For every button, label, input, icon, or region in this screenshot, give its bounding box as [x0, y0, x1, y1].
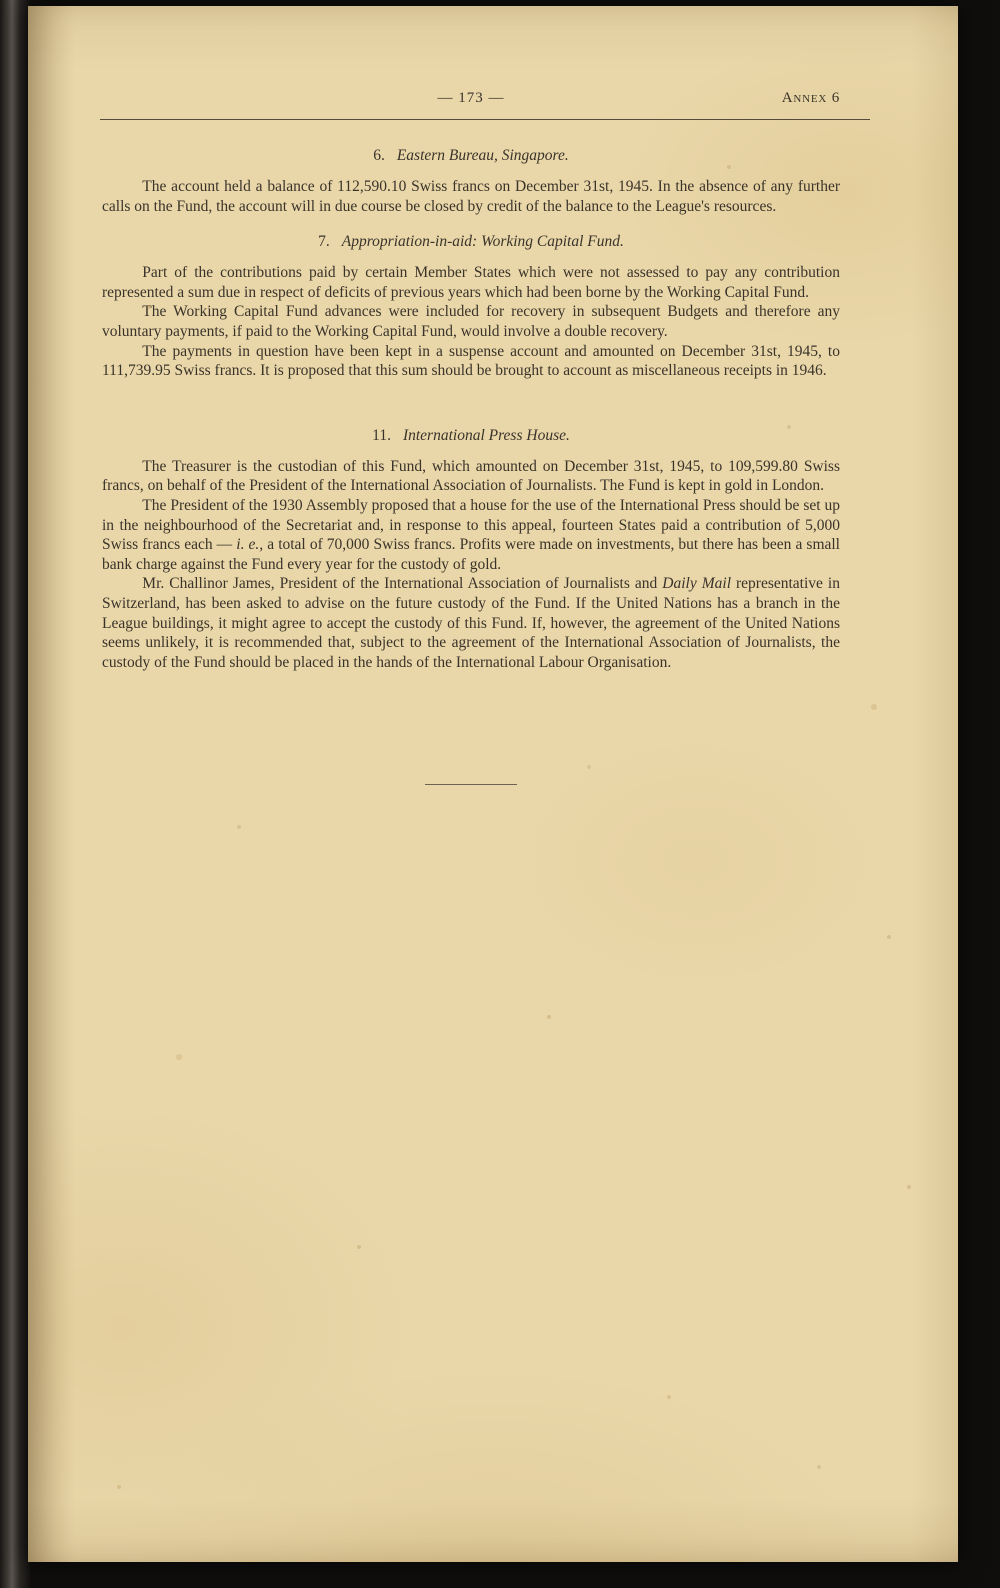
section-eastern-bureau [102, 147, 840, 216]
paragraph-segment: The President of the 1930 Assembly proposed that a house for the use of the International Press should be set up in the neighbourhood of the Secretariat and, in response to this appeal, fourteen States paid a contribution of 5,000 Swiss francs each — [102, 496, 840, 554]
section-heading [102, 147, 840, 165]
page-header [102, 90, 840, 110]
document-page [28, 6, 958, 1562]
section-number: 11. [372, 426, 391, 444]
paragraph [102, 574, 840, 672]
header-rule [100, 119, 870, 120]
section-title: International Press House. [402, 426, 570, 444]
paragraph-segment-italic: Daily Mail [662, 575, 731, 593]
page-number: — 173 — [437, 90, 505, 106]
paragraph: Part of the contributions paid by certain Member States which were not assessed to pay any contribution represented a sum due in respect of deficits of previous years which had been borne by the Working Capital Fund. [102, 264, 840, 301]
paragraph-segment: Mr. Challinor James, President of the International Association of Journalists and [142, 575, 663, 593]
section-title: Eastern Bureau, Singapore. [396, 147, 569, 164]
paragraph: The Working Capital Fund advances were included for recovery in subsequent Budgets and therefore any voluntary payments, if paid to the Working Capital Fund, would involve a double recovery. [102, 303, 840, 340]
section-end-rule [425, 784, 517, 785]
paragraph: The Treasurer is the custodian of this Fund, which amounted on December 31st, 1945, to 109,599.80 Swiss francs, on behalf of the President of the International Association of Journalists. The Fund is kept in gold in London. [102, 457, 840, 495]
paragraph-segment: a total of 70,000 Swiss francs. Profits were made on investments, but there has been a small bank charge against the Fund every year for the custody of gold. [102, 536, 840, 573]
paragraph: The account held a balance of 112,590.10 Swiss francs on December 31st, 1945. In the absence of any further calls on the Fund, the account will in due course be closed by credit of the balance to the League's resources. [102, 178, 840, 215]
section-appropriation-in-aid [102, 233, 840, 381]
section-heading [102, 233, 840, 251]
annex-label: Annex 6 [781, 90, 840, 106]
paragraph: The payments in question have been kept in a suspense account and amounted on December 31st, 1945, to 111,739.95 Swiss francs. It is proposed that this sum should be brought to account as miscellaneous receipts in 1946. [102, 342, 840, 380]
paragraph-segment: representative in Switzerland, has been asked to advise on the future custody of the Fund. If the United Nations has a branch in the League buildings, it might agree to accept the custody of this Fund. If, however, the agreement of the United Nations seems unlikely, it is recommended that, subject to the agreement of the International Association of Journalists, the custody of the Fund should be placed in the hands of the International Labour Organisation. [102, 575, 840, 671]
paragraph-segment-italic: i. e., [236, 536, 264, 554]
paper-speckles [28, 6, 30, 8]
book-spine-edge [0, 0, 30, 1588]
section-international-press-house [102, 427, 840, 673]
section-heading [102, 427, 840, 445]
section-number: 6. [373, 147, 385, 164]
section-title: Appropriation-in-aid: Working Capital Fund. [341, 233, 624, 251]
section-number: 7. [318, 233, 330, 251]
paragraph [102, 496, 840, 574]
